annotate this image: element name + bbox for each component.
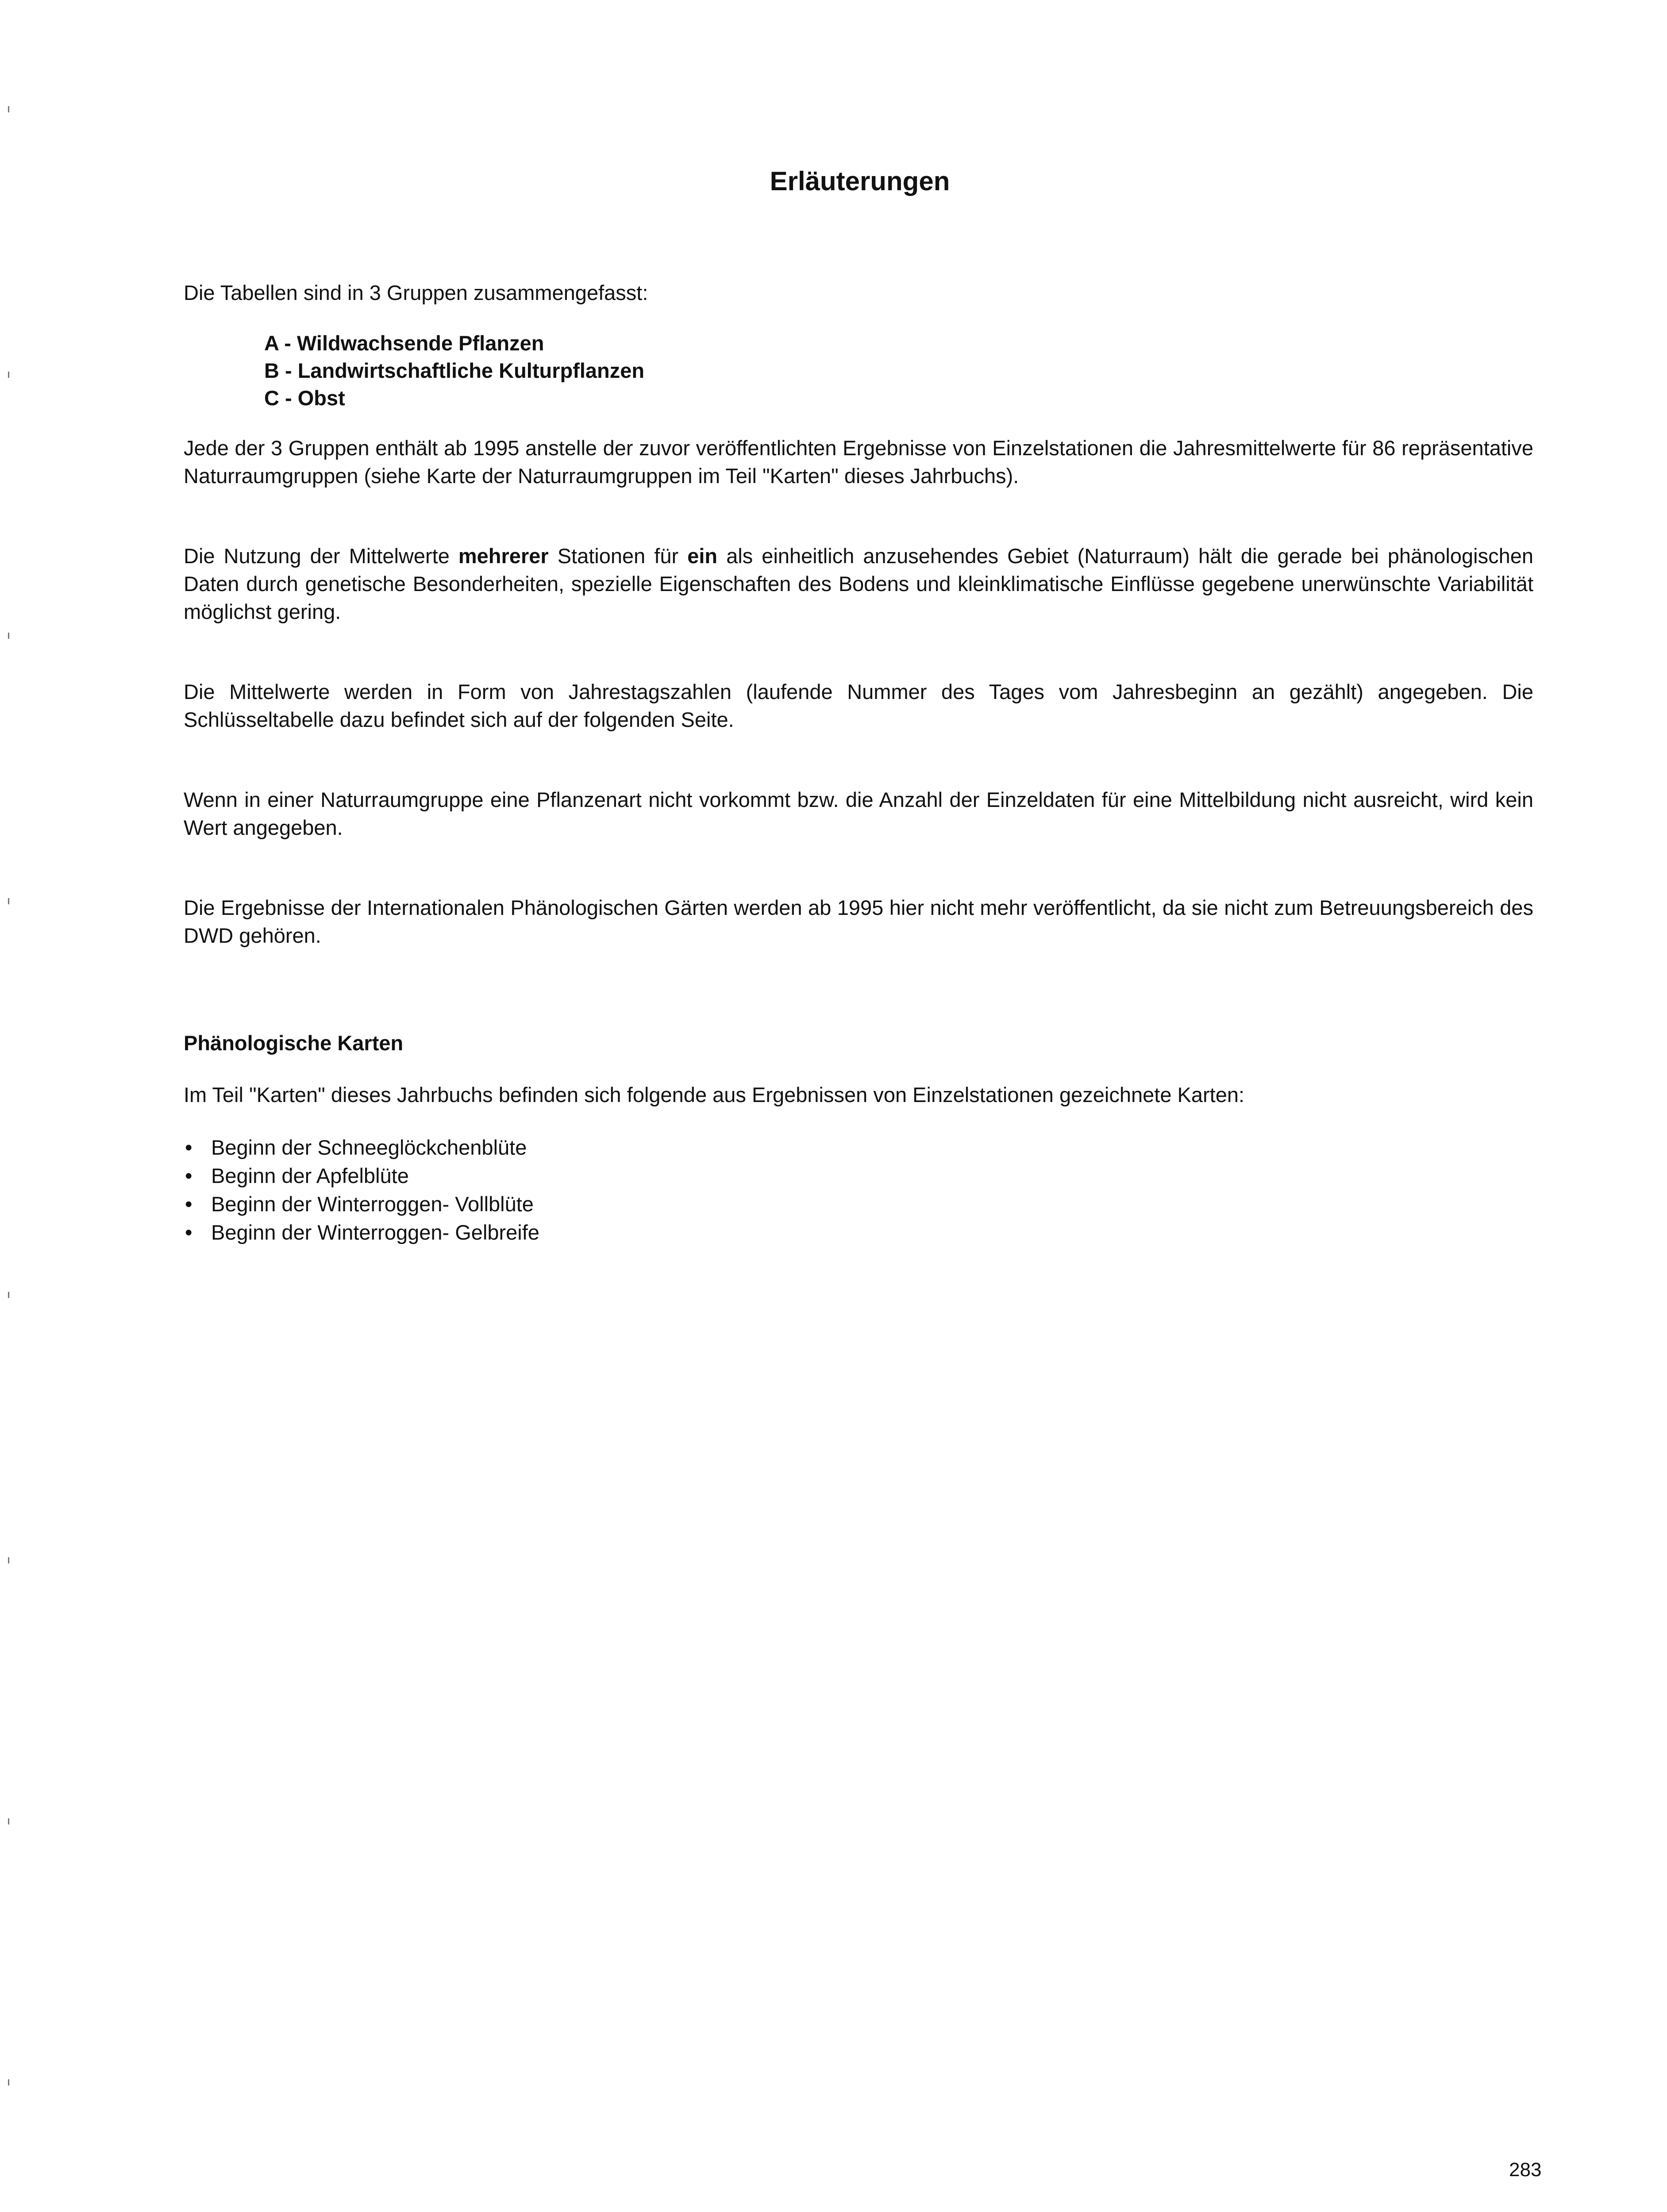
list-item-text: Beginn der Winterroggen- Vollblüte (211, 1192, 534, 1216)
list-item-text: Beginn der Winterroggen- Gelbreife (211, 1221, 539, 1244)
emphasis-mehrerer: mehrerer (458, 544, 549, 568)
paragraph-jahrestagszahlen: Die Mittelwerte werden in Form von Jahrestagszahlen (laufende Nummer des Tages vom Jahresbeginn an gezählt) angegeben. Die Schlüsseltabelle dazu befindet sich auf der folgenden Seite. (184, 680, 1533, 731)
bullet-icon: • (185, 1221, 192, 1244)
section-title-karten: Phänologische Karten (184, 1031, 404, 1055)
scan-artifact (8, 1557, 9, 1563)
page-number: 283 (1509, 2159, 1542, 2181)
document-body (184, 279, 1533, 1247)
scan-artifact (8, 1818, 9, 1824)
list-item-text: Beginn der Apfelblüte (211, 1164, 409, 1187)
list-item (184, 1162, 1533, 1190)
bullet-icon: • (185, 1164, 192, 1187)
paragraph-kein-wert: Wenn in einer Naturraumgruppe eine Pflanzenart nicht vorkommt bzw. die Anzahl der Einzeldaten für eine Mittelbildung nicht ausreicht, wird kein Wert angegeben. (184, 788, 1533, 839)
scan-artifact (8, 106, 9, 112)
bullet-icon: • (185, 1136, 192, 1159)
list-item (184, 1133, 1533, 1162)
paragraph-naturraumgruppen: Jede der 3 Gruppen enthält ab 1995 anstelle der zuvor veröffentlichten Ergebnisse von Einzelstationen die Jahresmittelwerte für 86 repräsentative Naturraumgruppen (siehe Karte der Naturraumgruppen im Teil "Karten" dieses Jahrbuchs). (184, 436, 1533, 488)
maps-list (184, 1133, 1533, 1247)
list-item (184, 1218, 1533, 1247)
list-item (184, 1190, 1533, 1218)
maps-intro-text: Im Teil "Karten" dieses Jahrbuchs befinden sich folgende aus Ergebnissen von Einzelstationen gezeichnete Karten: (184, 1083, 1245, 1106)
group-item-a: A - Wildwachsende Pflanzen (264, 331, 544, 355)
intro-text: Die Tabellen sind in 3 Gruppen zusammengefasst: (184, 281, 648, 304)
bullet-icon: • (185, 1192, 192, 1216)
scan-artifact (8, 633, 9, 639)
emphasis-ein: ein (687, 544, 718, 568)
paragraph-text: als einheitlich anzusehendes Gebiet (Naturraum) hält die gerade bei phänologischen Daten durch genetische Besonderheiten, spezielle Eigenschaften des Bodens und kleinklimatische Einflüsse gegebene unerwünschte Variabilität möglichst gering. (184, 544, 1533, 623)
paragraph-mittelwerte-nutzung (184, 542, 1533, 626)
paragraph-text: Stationen für (548, 544, 688, 568)
list-item-text: Beginn der Schneeglöckchenblüte (211, 1136, 527, 1159)
scan-artifact (8, 1292, 9, 1298)
group-item-b: B - Landwirtschaftliche Kulturpflanzen (264, 359, 645, 382)
paragraph-text: Die Nutzung der Mittelwerte (184, 544, 458, 568)
group-item-c: C - Obst (264, 386, 345, 410)
table-group-list (264, 330, 1533, 412)
paragraph-phaenologische-gaerten: Die Ergebnisse der Internationalen Phänologischen Gärten werden ab 1995 hier nicht mehr veröffentlicht, da sie nicht zum Betreuungsbereich des DWD gehören. (184, 896, 1533, 947)
scan-artifact (8, 2079, 9, 2085)
scan-artifact (8, 372, 9, 378)
page-title: Erläuterungen (770, 166, 950, 196)
scan-artifact (8, 898, 9, 904)
